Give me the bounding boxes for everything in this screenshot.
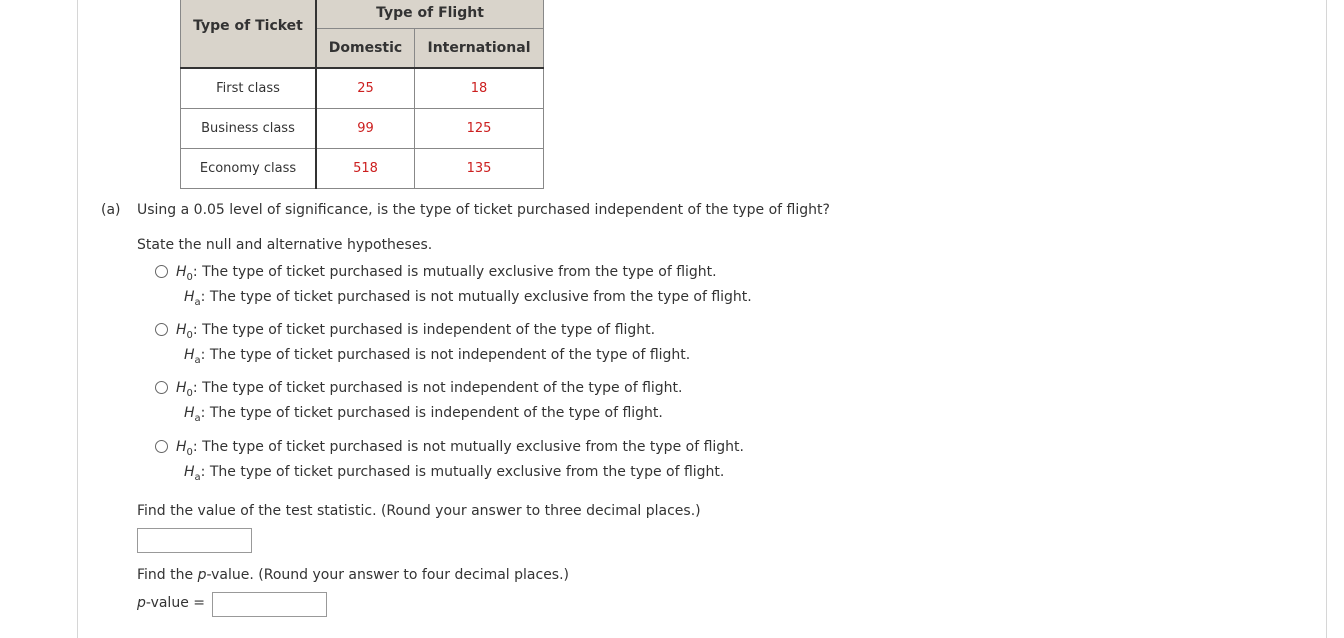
cell-first-international: 18 (415, 68, 544, 109)
radio-button[interactable] (155, 323, 168, 336)
cell-first-domestic: 25 (316, 68, 415, 109)
col-group-header: Type of Flight (316, 0, 544, 29)
null-hypothesis: $H_0$: The type of ticket purchased is not mutually exclusive from the type of flight. (176, 439, 744, 458)
row-header: Type of Ticket (181, 0, 317, 68)
null-hypothesis: $H_0$: The type of ticket purchased is independent of the type of flight. (176, 322, 656, 341)
col-header-domestic: Domestic (316, 29, 415, 68)
null-hypothesis: $H_0$: The type of ticket purchased is mutually exclusive from the type of flight. (176, 264, 717, 283)
alt-hypothesis: $H_a$: The type of ticket purchased is mutually exclusive from the type of flight. (184, 464, 725, 483)
test-statistic-input[interactable] (137, 528, 252, 553)
cell-economy-international: 135 (415, 148, 544, 188)
cell-business-international: 125 (415, 108, 544, 148)
alt-hypothesis: $H_a$: The type of ticket purchased is not independent of the type of flight. (184, 347, 691, 366)
pvalue-input[interactable] (212, 592, 327, 617)
row-label-economy: Economy class (181, 148, 317, 188)
cell-business-domestic: 99 (316, 108, 415, 148)
col-header-international: International (415, 29, 544, 68)
radio-button[interactable] (155, 381, 168, 394)
alt-hypothesis: $H_a$: The type of ticket purchased is not mutually exclusive from the type of flight. (184, 289, 752, 308)
row-label-business: Business class (181, 108, 317, 148)
pvalue-label: p-value = (137, 595, 205, 611)
alt-hypothesis: $H_a$: The type of ticket purchased is independent of the type of flight. (184, 405, 663, 424)
radio-button[interactable] (155, 440, 168, 453)
radio-button[interactable] (155, 265, 168, 278)
pvalue-prompt: Find the p-value. (Round your answer to four decimal places.) (137, 567, 570, 583)
state-hypotheses-prompt: State the null and alternative hypotheses. (137, 237, 433, 253)
cell-economy-domestic: 518 (316, 148, 415, 188)
part-a-label: (a) (101, 202, 121, 218)
contingency-table (180, 0, 544, 189)
part-a-question: Using a 0.05 level of significance, is the type of ticket purchased independent of the type of flight? (137, 202, 830, 218)
null-hypothesis: $H_0$: The type of ticket purchased is not independent of the type of flight. (176, 380, 683, 399)
test-statistic-prompt: Find the value of the test statistic. (Round your answer to three decimal places.) (137, 503, 701, 519)
row-label-first: First class (181, 68, 317, 109)
